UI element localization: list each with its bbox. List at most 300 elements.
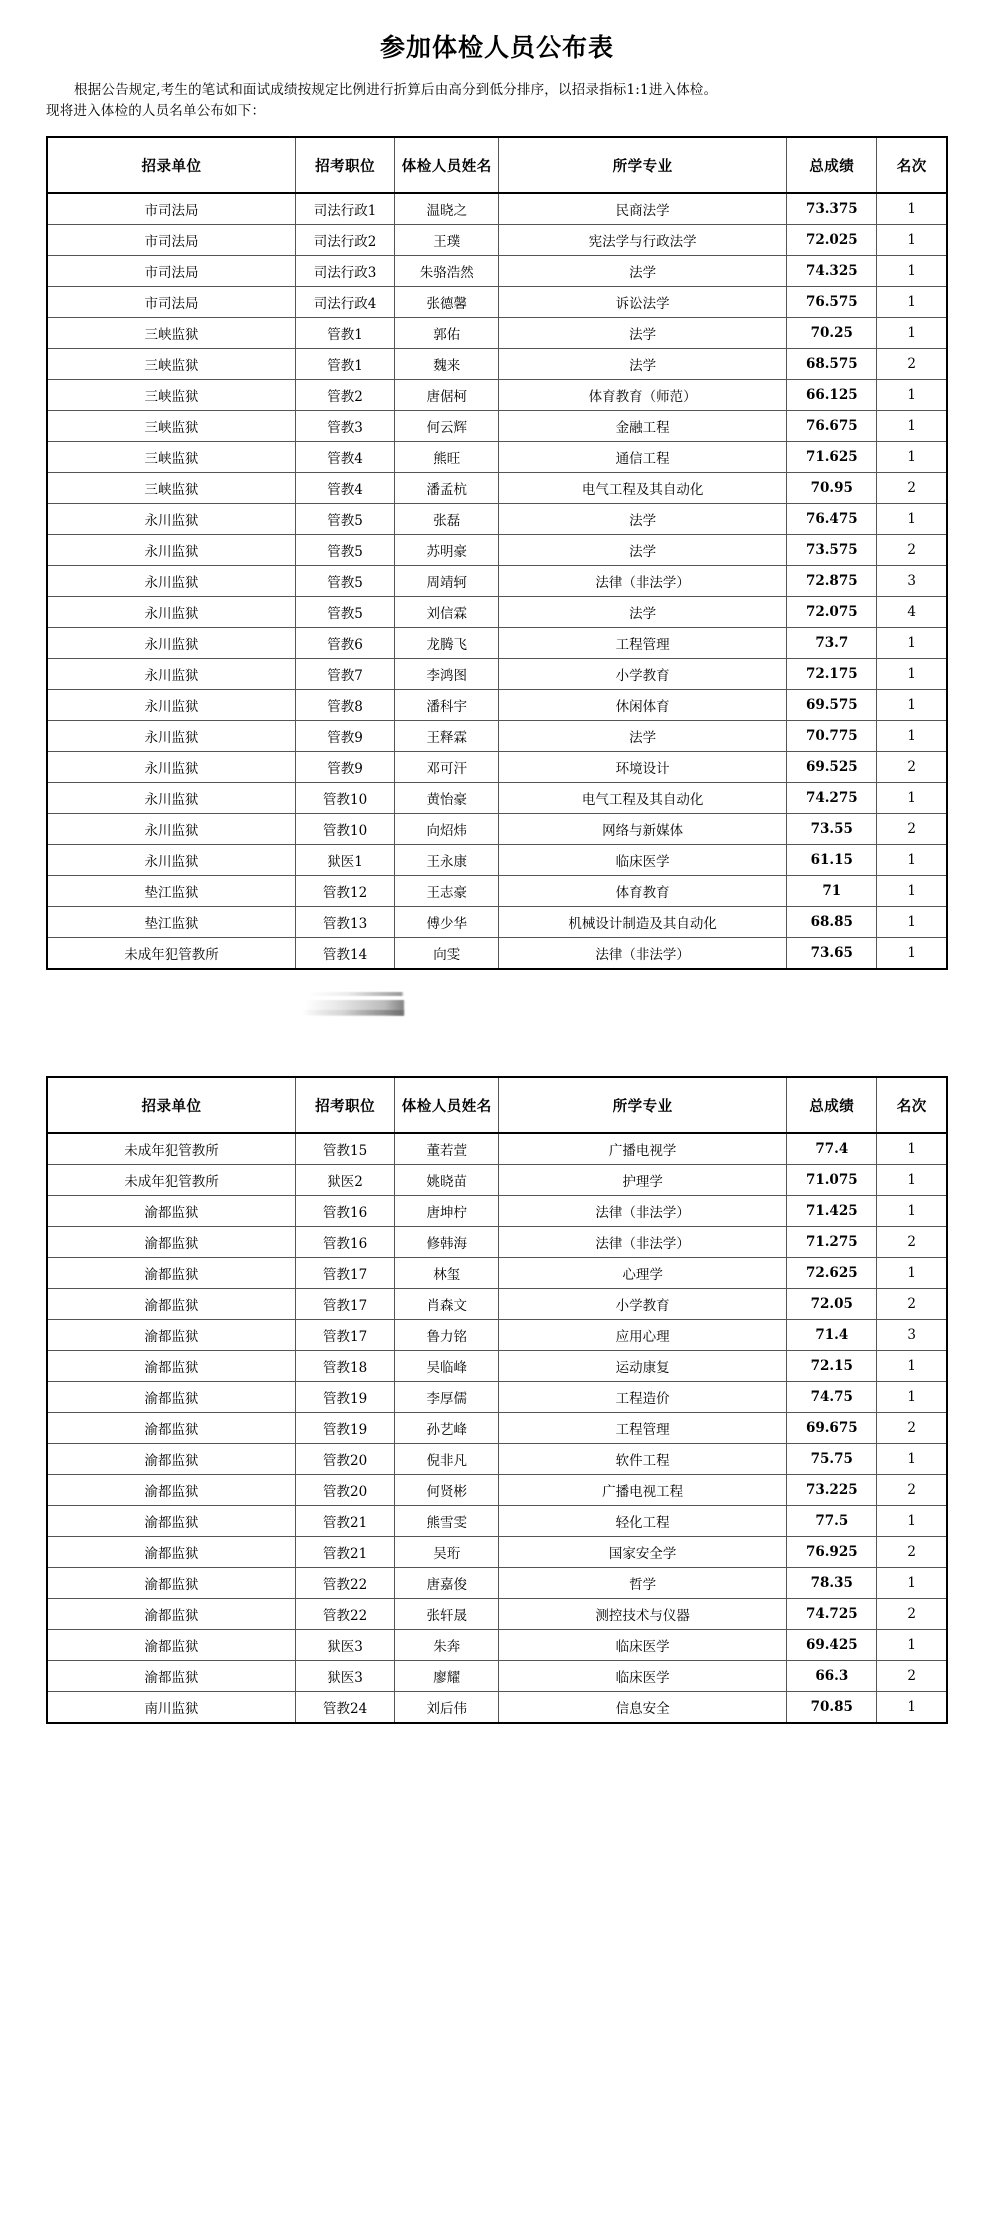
cell-rank: 1 xyxy=(877,1630,947,1661)
cell-unit: 渝都监狱 xyxy=(47,1351,295,1382)
cell-unit: 永川监狱 xyxy=(47,628,295,659)
table-row xyxy=(47,876,947,907)
cell-unit: 永川监狱 xyxy=(47,690,295,721)
cell-unit: 未成年犯管教所 xyxy=(47,1133,295,1165)
table-row xyxy=(47,256,947,287)
table-header-row xyxy=(47,1077,947,1133)
cell-post: 狱医3 xyxy=(295,1630,394,1661)
table-row xyxy=(47,1320,947,1351)
cell-post: 管教10 xyxy=(295,814,394,845)
cell-name: 廖耀 xyxy=(395,1661,499,1692)
cell-unit: 三峡监狱 xyxy=(47,442,295,473)
cell-rank: 1 xyxy=(877,628,947,659)
table-row xyxy=(47,1258,947,1289)
cell-major: 网络与新媒体 xyxy=(499,814,787,845)
column-header-name: 体检人员姓名 xyxy=(395,1077,499,1133)
cell-unit: 市司法局 xyxy=(47,256,295,287)
cell-score: 68.575 xyxy=(787,349,877,380)
cell-rank: 3 xyxy=(877,566,947,597)
cell-unit: 永川监狱 xyxy=(47,721,295,752)
cell-score: 66.3 xyxy=(787,1661,877,1692)
cell-post: 管教2 xyxy=(295,380,394,411)
cell-rank: 1 xyxy=(877,318,947,349)
cell-name: 李厚儒 xyxy=(395,1382,499,1413)
cell-name: 傅少华 xyxy=(395,907,499,938)
cell-name: 董若萱 xyxy=(395,1133,499,1165)
cell-score: 73.65 xyxy=(787,938,877,970)
cell-rank: 1 xyxy=(877,287,947,318)
table-row xyxy=(47,1661,947,1692)
cell-unit: 渝都监狱 xyxy=(47,1258,295,1289)
cell-rank: 1 xyxy=(877,907,947,938)
cell-post: 管教16 xyxy=(295,1227,394,1258)
cell-unit: 渝都监狱 xyxy=(47,1227,295,1258)
table-row xyxy=(47,411,947,442)
cell-name: 李鸿图 xyxy=(395,659,499,690)
column-header-rank: 名次 xyxy=(877,1077,947,1133)
cell-name: 刘信霖 xyxy=(395,597,499,628)
cell-post: 管教9 xyxy=(295,752,394,783)
cell-major: 心理学 xyxy=(499,1258,787,1289)
table-row xyxy=(47,349,947,380)
cell-rank: 1 xyxy=(877,690,947,721)
cell-rank: 2 xyxy=(877,1413,947,1444)
cell-rank: 1 xyxy=(877,659,947,690)
cell-post: 管教4 xyxy=(295,473,394,504)
cell-name: 潘孟杭 xyxy=(395,473,499,504)
cell-rank: 2 xyxy=(877,1661,947,1692)
cell-name: 王释霖 xyxy=(395,721,499,752)
column-header-rank: 名次 xyxy=(877,137,947,193)
cell-post: 狱医3 xyxy=(295,1661,394,1692)
cell-post: 管教16 xyxy=(295,1196,394,1227)
cell-major: 法律（非法学） xyxy=(499,1227,787,1258)
cell-score: 70.85 xyxy=(787,1692,877,1724)
cell-score: 70.775 xyxy=(787,721,877,752)
cell-unit: 渝都监狱 xyxy=(47,1196,295,1227)
cell-score: 73.575 xyxy=(787,535,877,566)
page-break-separator xyxy=(0,970,994,1062)
cell-post: 司法行政4 xyxy=(295,287,394,318)
cell-score: 74.275 xyxy=(787,783,877,814)
cell-rank: 2 xyxy=(877,349,947,380)
cell-name: 姚晓苗 xyxy=(395,1165,499,1196)
table-row xyxy=(47,1165,947,1196)
cell-post: 管教22 xyxy=(295,1599,394,1630)
cell-rank: 2 xyxy=(877,1537,947,1568)
cell-name: 周靖轲 xyxy=(395,566,499,597)
cell-name: 邓可汗 xyxy=(395,752,499,783)
cell-post: 管教22 xyxy=(295,1568,394,1599)
cell-rank: 1 xyxy=(877,1444,947,1475)
cell-post: 管教19 xyxy=(295,1382,394,1413)
cell-rank: 1 xyxy=(877,1382,947,1413)
cell-score: 77.5 xyxy=(787,1506,877,1537)
cell-score: 73.225 xyxy=(787,1475,877,1506)
cell-major: 休闲体育 xyxy=(499,690,787,721)
table-2-wrapper xyxy=(46,1076,948,1724)
cell-unit: 渝都监狱 xyxy=(47,1568,295,1599)
cell-name: 唐坤柠 xyxy=(395,1196,499,1227)
cell-unit: 渝都监狱 xyxy=(47,1599,295,1630)
cell-major: 法学 xyxy=(499,597,787,628)
cell-post: 管教20 xyxy=(295,1444,394,1475)
cell-score: 73.55 xyxy=(787,814,877,845)
column-header-major: 所学专业 xyxy=(499,137,787,193)
cell-name: 熊旺 xyxy=(395,442,499,473)
cell-post: 管教5 xyxy=(295,566,394,597)
table-row xyxy=(47,1475,947,1506)
cell-name: 郭佑 xyxy=(395,318,499,349)
cell-rank: 1 xyxy=(877,938,947,970)
cell-rank: 1 xyxy=(877,256,947,287)
table-2-body xyxy=(47,1133,947,1723)
table-row xyxy=(47,783,947,814)
cell-score: 76.675 xyxy=(787,411,877,442)
cell-score: 77.4 xyxy=(787,1133,877,1165)
cell-major: 工程管理 xyxy=(499,628,787,659)
cell-score: 71.625 xyxy=(787,442,877,473)
cell-post: 管教14 xyxy=(295,938,394,970)
cell-major: 诉讼法学 xyxy=(499,287,787,318)
cell-rank: 1 xyxy=(877,1692,947,1724)
cell-major: 哲学 xyxy=(499,1568,787,1599)
cell-post: 管教3 xyxy=(295,411,394,442)
cell-post: 管教21 xyxy=(295,1506,394,1537)
cell-major: 小学教育 xyxy=(499,1289,787,1320)
cell-major: 环境设计 xyxy=(499,752,787,783)
cell-post: 管教18 xyxy=(295,1351,394,1382)
cell-post: 管教4 xyxy=(295,442,394,473)
cell-major: 电气工程及其自动化 xyxy=(499,473,787,504)
cell-rank: 2 xyxy=(877,1599,947,1630)
cell-rank: 1 xyxy=(877,876,947,907)
cell-unit: 市司法局 xyxy=(47,225,295,256)
cell-major: 体育教育 xyxy=(499,876,787,907)
cell-score: 76.575 xyxy=(787,287,877,318)
cell-major: 运动康复 xyxy=(499,1351,787,1382)
cell-name: 修韩海 xyxy=(395,1227,499,1258)
cell-unit: 永川监狱 xyxy=(47,659,295,690)
cell-unit: 渝都监狱 xyxy=(47,1320,295,1351)
cell-name: 何贤彬 xyxy=(395,1475,499,1506)
cell-unit: 市司法局 xyxy=(47,287,295,318)
cell-rank: 2 xyxy=(877,473,947,504)
cell-score: 71.275 xyxy=(787,1227,877,1258)
cell-name: 王永康 xyxy=(395,845,499,876)
cell-major: 国家安全学 xyxy=(499,1537,787,1568)
column-header-score: 总成绩 xyxy=(787,1077,877,1133)
table-row xyxy=(47,225,947,256)
cell-unit: 市司法局 xyxy=(47,193,295,225)
cell-name: 林玺 xyxy=(395,1258,499,1289)
cell-post: 司法行政2 xyxy=(295,225,394,256)
cell-major: 法学 xyxy=(499,721,787,752)
cell-name: 唐倨柯 xyxy=(395,380,499,411)
cell-unit: 三峡监狱 xyxy=(47,473,295,504)
cell-post: 管教24 xyxy=(295,1692,394,1724)
table-row xyxy=(47,535,947,566)
cell-rank: 1 xyxy=(877,1258,947,1289)
column-header-major: 所学专业 xyxy=(499,1077,787,1133)
cell-post: 管教5 xyxy=(295,504,394,535)
cell-rank: 1 xyxy=(877,225,947,256)
cell-score: 66.125 xyxy=(787,380,877,411)
cell-unit: 永川监狱 xyxy=(47,504,295,535)
cell-score: 69.525 xyxy=(787,752,877,783)
scan-artifact-line-3 xyxy=(300,1010,405,1015)
cell-post: 管教13 xyxy=(295,907,394,938)
cell-post: 管教6 xyxy=(295,628,394,659)
table-row xyxy=(47,814,947,845)
scan-artifact-line-1 xyxy=(308,992,404,996)
cell-major: 法律（非法学） xyxy=(499,566,787,597)
cell-score: 73.375 xyxy=(787,193,877,225)
cell-unit: 三峡监狱 xyxy=(47,349,295,380)
cell-unit: 渝都监狱 xyxy=(47,1475,295,1506)
cell-score: 72.175 xyxy=(787,659,877,690)
cell-rank: 1 xyxy=(877,721,947,752)
examinee-table-page-1 xyxy=(46,136,948,970)
cell-name: 王璞 xyxy=(395,225,499,256)
cell-post: 管教17 xyxy=(295,1320,394,1351)
cell-major: 小学教育 xyxy=(499,659,787,690)
cell-major: 法学 xyxy=(499,349,787,380)
cell-unit: 渝都监狱 xyxy=(47,1444,295,1475)
table-2-header xyxy=(47,1077,947,1133)
cell-post: 管教15 xyxy=(295,1133,394,1165)
cell-name: 张德馨 xyxy=(395,287,499,318)
cell-unit: 渝都监狱 xyxy=(47,1289,295,1320)
cell-name: 刘后伟 xyxy=(395,1692,499,1724)
cell-unit: 永川监狱 xyxy=(47,845,295,876)
table-row xyxy=(47,504,947,535)
cell-rank: 4 xyxy=(877,597,947,628)
cell-name: 魏来 xyxy=(395,349,499,380)
intro-line-1: 根据公告规定,考生的笔试和面试成绩按规定比例进行折算后由高分到低分排序，以招录指标1:1进入体检。 xyxy=(74,82,718,98)
cell-major: 法学 xyxy=(499,318,787,349)
cell-post: 管教5 xyxy=(295,597,394,628)
cell-score: 76.475 xyxy=(787,504,877,535)
table-row xyxy=(47,1382,947,1413)
cell-score: 76.925 xyxy=(787,1537,877,1568)
cell-name: 熊雪雯 xyxy=(395,1506,499,1537)
table-row xyxy=(47,442,947,473)
cell-major: 电气工程及其自动化 xyxy=(499,783,787,814)
cell-major: 广播电视学 xyxy=(499,1133,787,1165)
cell-name: 朱骆浩然 xyxy=(395,256,499,287)
column-header-unit: 招录单位 xyxy=(47,137,295,193)
table-1-wrapper xyxy=(46,136,948,970)
cell-post: 管教20 xyxy=(295,1475,394,1506)
cell-unit: 永川监狱 xyxy=(47,597,295,628)
cell-rank: 2 xyxy=(877,1289,947,1320)
table-1-body xyxy=(47,193,947,969)
cell-major: 工程造价 xyxy=(499,1382,787,1413)
cell-post: 管教1 xyxy=(295,349,394,380)
cell-score: 71.4 xyxy=(787,1320,877,1351)
cell-score: 73.7 xyxy=(787,628,877,659)
table-row xyxy=(47,907,947,938)
cell-post: 管教21 xyxy=(295,1537,394,1568)
cell-name: 朱奔 xyxy=(395,1630,499,1661)
table-row xyxy=(47,659,947,690)
cell-rank: 2 xyxy=(877,814,947,845)
cell-name: 黄怡豪 xyxy=(395,783,499,814)
column-header-name: 体检人员姓名 xyxy=(395,137,499,193)
table-row xyxy=(47,380,947,411)
cell-rank: 1 xyxy=(877,1568,947,1599)
cell-score: 72.625 xyxy=(787,1258,877,1289)
cell-score: 61.15 xyxy=(787,845,877,876)
cell-name: 潘科宇 xyxy=(395,690,499,721)
cell-unit: 未成年犯管教所 xyxy=(47,938,295,970)
cell-major: 金融工程 xyxy=(499,411,787,442)
cell-score: 71.425 xyxy=(787,1196,877,1227)
cell-name: 温晓之 xyxy=(395,193,499,225)
table-row xyxy=(47,845,947,876)
cell-name: 吴临峰 xyxy=(395,1351,499,1382)
cell-major: 临床医学 xyxy=(499,1661,787,1692)
table-row xyxy=(47,597,947,628)
table-row xyxy=(47,1692,947,1724)
cell-name: 吴珩 xyxy=(395,1537,499,1568)
cell-name: 倪非凡 xyxy=(395,1444,499,1475)
cell-post: 管教19 xyxy=(295,1413,394,1444)
cell-name: 唐嘉俊 xyxy=(395,1568,499,1599)
table-row xyxy=(47,1227,947,1258)
cell-rank: 1 xyxy=(877,380,947,411)
table-row xyxy=(47,690,947,721)
cell-name: 孙艺峰 xyxy=(395,1413,499,1444)
table-row xyxy=(47,1630,947,1661)
cell-post: 管教10 xyxy=(295,783,394,814)
table-row xyxy=(47,752,947,783)
cell-rank: 2 xyxy=(877,1227,947,1258)
cell-major: 轻化工程 xyxy=(499,1506,787,1537)
cell-major: 工程管理 xyxy=(499,1413,787,1444)
table-row xyxy=(47,1444,947,1475)
table-row xyxy=(47,1537,947,1568)
cell-post: 管教17 xyxy=(295,1258,394,1289)
cell-major: 体育教育（师范） xyxy=(499,380,787,411)
cell-score: 78.35 xyxy=(787,1568,877,1599)
cell-major: 护理学 xyxy=(499,1165,787,1196)
table-row xyxy=(47,473,947,504)
cell-score: 70.25 xyxy=(787,318,877,349)
cell-major: 临床医学 xyxy=(499,1630,787,1661)
cell-post: 管教9 xyxy=(295,721,394,752)
cell-major: 宪法学与行政法学 xyxy=(499,225,787,256)
table-1-header xyxy=(47,137,947,193)
examinee-table-page-2 xyxy=(46,1076,948,1724)
table-row xyxy=(47,938,947,970)
cell-score: 71 xyxy=(787,876,877,907)
table-row xyxy=(47,721,947,752)
cell-major: 临床医学 xyxy=(499,845,787,876)
cell-unit: 垫江监狱 xyxy=(47,876,295,907)
cell-unit: 永川监狱 xyxy=(47,566,295,597)
table-row xyxy=(47,628,947,659)
cell-name: 龙腾飞 xyxy=(395,628,499,659)
cell-score: 72.025 xyxy=(787,225,877,256)
cell-score: 74.75 xyxy=(787,1382,877,1413)
cell-post: 司法行政1 xyxy=(295,193,394,225)
cell-score: 72.075 xyxy=(787,597,877,628)
cell-major: 法学 xyxy=(499,256,787,287)
cell-rank: 2 xyxy=(877,535,947,566)
column-header-unit: 招录单位 xyxy=(47,1077,295,1133)
table-row xyxy=(47,193,947,225)
cell-post: 狱医1 xyxy=(295,845,394,876)
cell-rank: 1 xyxy=(877,504,947,535)
cell-rank: 1 xyxy=(877,845,947,876)
cell-name: 何云辉 xyxy=(395,411,499,442)
cell-unit: 渝都监狱 xyxy=(47,1630,295,1661)
cell-major: 民商法学 xyxy=(499,193,787,225)
cell-name: 向炤炜 xyxy=(395,814,499,845)
cell-name: 向雯 xyxy=(395,938,499,970)
cell-major: 测控技术与仪器 xyxy=(499,1599,787,1630)
cell-rank: 3 xyxy=(877,1320,947,1351)
cell-score: 69.425 xyxy=(787,1630,877,1661)
cell-name: 王志豪 xyxy=(395,876,499,907)
cell-post: 狱医2 xyxy=(295,1165,394,1196)
cell-major: 广播电视工程 xyxy=(499,1475,787,1506)
cell-rank: 1 xyxy=(877,442,947,473)
cell-score: 69.575 xyxy=(787,690,877,721)
cell-post: 管教12 xyxy=(295,876,394,907)
table-row xyxy=(47,1133,947,1165)
table-row xyxy=(47,566,947,597)
cell-unit: 渝都监狱 xyxy=(47,1382,295,1413)
cell-name: 肖森文 xyxy=(395,1289,499,1320)
cell-score: 74.725 xyxy=(787,1599,877,1630)
cell-post: 管教7 xyxy=(295,659,394,690)
cell-unit: 未成年犯管教所 xyxy=(47,1165,295,1196)
cell-major: 法学 xyxy=(499,535,787,566)
cell-score: 71.075 xyxy=(787,1165,877,1196)
cell-rank: 1 xyxy=(877,1506,947,1537)
cell-unit: 三峡监狱 xyxy=(47,411,295,442)
table-header-row xyxy=(47,137,947,193)
cell-major: 法律（非法学） xyxy=(499,1196,787,1227)
cell-unit: 三峡监狱 xyxy=(47,380,295,411)
cell-score: 68.85 xyxy=(787,907,877,938)
cell-unit: 垫江监狱 xyxy=(47,907,295,938)
cell-post: 管教17 xyxy=(295,1289,394,1320)
cell-name: 张磊 xyxy=(395,504,499,535)
cell-major: 法律（非法学） xyxy=(499,938,787,970)
cell-rank: 1 xyxy=(877,783,947,814)
intro-paragraph xyxy=(46,80,948,122)
cell-score: 72.875 xyxy=(787,566,877,597)
cell-unit: 永川监狱 xyxy=(47,535,295,566)
cell-score: 72.05 xyxy=(787,1289,877,1320)
cell-unit: 永川监狱 xyxy=(47,814,295,845)
cell-score: 74.325 xyxy=(787,256,877,287)
cell-major: 机械设计制造及其自动化 xyxy=(499,907,787,938)
table-row xyxy=(47,1599,947,1630)
cell-name: 鲁力铭 xyxy=(395,1320,499,1351)
table-row xyxy=(47,287,947,318)
cell-name: 苏明豪 xyxy=(395,535,499,566)
table-row xyxy=(47,1289,947,1320)
table-row xyxy=(47,1196,947,1227)
cell-rank: 2 xyxy=(877,1475,947,1506)
cell-unit: 三峡监狱 xyxy=(47,318,295,349)
table-row xyxy=(47,1506,947,1537)
